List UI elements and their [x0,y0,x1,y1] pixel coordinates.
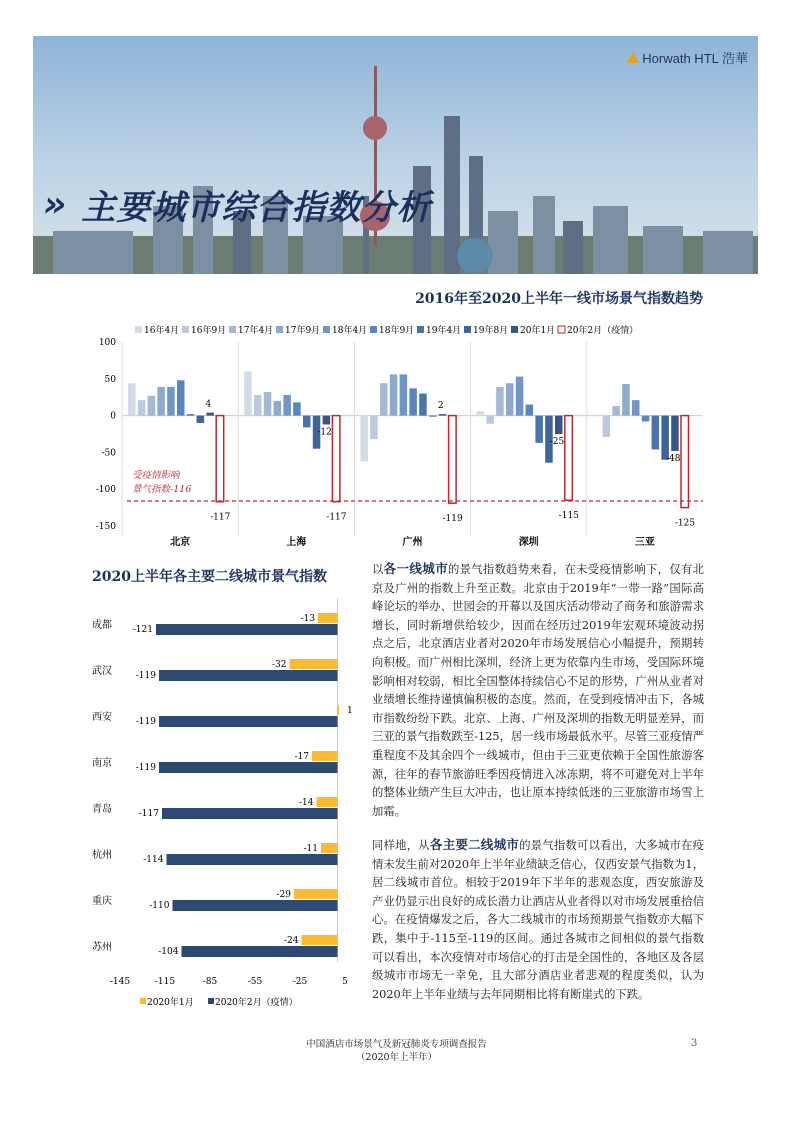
bar [593,415,601,416]
city-label: 重庆 [92,896,112,907]
logo-text: Horwath HTL 浩華 [642,51,748,66]
p1-text-b: 的景气指数趋势来看，在未受疫情影响下，仅有北京及广州的指数上升至正数。北京由于2019年“一带一路”国际高峰论坛的举办、世园会的开幕以及国庆活动带动了商务和旅游需求增长，同时新增供给较少，因而在经历过2019年宏观环境波动拐点之后，北京酒店业者对2020年市场发展信心小幅提升，预期转向积极。而广州相比深圳，经济上更为依靠内生市场，受国际环境影响相对较弱，相比全国整体持续信心不足的形势，广州从业者对业绩增长维持谨慎偏积极的态度。然而，在受到疫情冲击下，各城市指数纷纷下跌。北京、上海、广州及深圳的指数无明显差异，而三亚的景气指数跌至-125，居一线市场最低水平。尽管三亚疫情严重程度不及其余四个一线城市，但由于三亚更依赖于全国性旅游客源，往年的春节旅游旺季因疫情进入冰冻期，将不可避免对上半年的整体业绩产生巨大冲击，也让原本持续低迷的三亚旅游市场雪上加霜。 [372,563,704,818]
bar [167,854,338,865]
bar [516,377,524,416]
bar [321,843,338,853]
bar [303,416,311,428]
y-tick-label: 100 [98,338,116,348]
bar [612,406,620,416]
bar [128,383,136,415]
bar [681,416,689,508]
p2-text-b: 的景气指数可以看出，大多城市在疫情未发生前对2020年上半年业绩缺乏信心，仅西安景气指数为1，居二线城市首位。相较于2019年下半年的悲观态度，西安旅游及产业仍显示出良好的成长潜力让酒店从业者得以对市场发展重拾信心。在疫情爆发之后，各大二线城市的市场预期景气指数亦大幅下跌，集中于-115至-119的区间。通过各城市之间相似的景气指数可以看出，本次疫情对市场信心的打击是全国性的，各地区及各层级城市市场无一幸免，且大部分酒店业者悲观的程度类似，认为2020年上半年业绩与去年同期相比将有断崖式的下跌。 [372,839,704,1001]
x-tick-label: 5 [342,977,348,987]
legend-label: 17年4月 [238,326,274,336]
bar [318,613,338,623]
data-label: -119 [135,763,156,773]
footer-title: 中国酒店市场景气及新冠肺炎专项调查报告 [306,1039,487,1050]
data-label: -119 [442,514,463,525]
bar [216,416,224,502]
bar [380,383,388,415]
bar [632,400,640,415]
x-tick-label: -55 [247,977,263,987]
bar [439,414,447,415]
legend-swatch [370,326,377,333]
bar [302,935,338,945]
y-tick-label: -150 [95,522,116,532]
legend-swatch [511,326,518,333]
data-label: -13 [300,614,315,624]
bar [332,416,340,502]
double-chevron-icon: » [43,184,68,225]
bar [526,405,534,416]
data-label: 2 [437,401,444,412]
bar [477,411,485,415]
data-label: -11 [303,844,318,854]
legend-label: 19年4月 [426,326,462,336]
data-label: -119 [135,717,156,727]
legend-label: 19年8月 [473,326,509,336]
bar [419,394,427,416]
data-label: -14 [299,798,314,808]
bar [486,416,494,424]
data-label: -12 [317,427,332,438]
bar [338,705,340,715]
legend-label: 16年9月 [191,326,227,336]
legend-swatch [323,326,330,333]
data-label: -25 [549,437,565,447]
bar [400,374,408,415]
bar [506,383,514,415]
y-tick-label: 0 [110,411,116,422]
chart1-title: 2016年至2020上半年一线市场景气指数趋势 [415,291,703,307]
bar [156,624,338,635]
category-label: 北京 [170,537,191,548]
p2-text-a: 同样地，从 [372,839,430,852]
data-label: -117 [210,512,231,523]
bar [159,762,338,773]
page-number: 3 [691,1038,698,1049]
legend-label: 16年4月 [144,326,180,336]
page-title [43,180,431,229]
bar [449,416,457,504]
bar [173,900,338,911]
y-tick-label: 50 [104,374,116,385]
data-label: 4 [205,399,212,410]
bar [603,416,611,437]
bar [167,387,175,416]
data-label: -17 [294,752,309,762]
bar [535,416,543,443]
header-banner [33,36,758,274]
bar [565,416,573,501]
legend-swatch [182,326,189,333]
data-label: -125 [674,518,696,529]
bar [390,374,398,415]
legend-label: 17年9月 [285,326,321,336]
bar [177,380,185,415]
category-label: 深圳 [518,537,539,548]
bar [138,400,146,415]
legend-label: 2020年2月（疫情） [215,998,298,1008]
bar [157,387,165,416]
x-tick-label: -145 [109,977,131,987]
city-label: 成都 [92,620,112,631]
y-tick-label: -100 [95,485,116,496]
data-label: -117 [326,512,347,523]
bar [274,401,282,416]
data-label: -115 [558,511,579,522]
bar [671,416,679,451]
bar [496,387,504,416]
data-label: -110 [149,901,170,911]
bar [290,659,338,669]
bar [294,889,338,899]
city-label: 武汉 [92,666,112,677]
bar [429,416,437,417]
city-label: 西安 [92,712,112,723]
bar [159,716,338,727]
data-label: -121 [132,625,153,635]
bar [323,416,331,425]
x-tick-label: -115 [154,977,176,987]
bar [264,392,272,416]
data-label: -32 [272,660,287,670]
data-label: -24 [284,936,299,946]
data-label: -48 [665,453,681,464]
bar [159,670,338,681]
horwath-logo [627,48,748,67]
legend-label: 2020年1月 [147,998,194,1008]
data-label: -104 [158,947,179,957]
bar [293,402,301,415]
legend-swatch [208,998,214,1004]
page-title-text: 主要城市综合指数分析 [81,188,432,228]
chart2-title: 2020上半年各主要二线城市景气指数 [92,569,327,585]
footer [0,1038,793,1064]
tier1-index-chart [0,315,793,555]
paragraph-tier1 [372,560,704,821]
category-label: 三亚 [634,537,655,548]
footer-subtitle: （2020年上半年） [355,1052,438,1063]
bar [162,808,338,819]
legend-swatch [229,326,236,333]
bar [642,416,650,422]
legend-swatch [464,326,471,333]
data-label: 1 [347,706,353,716]
bar [254,395,262,416]
bar [622,384,630,416]
city-label: 青岛 [92,804,112,815]
city-label: 苏州 [92,942,112,953]
tier2-index-chart [0,590,370,1020]
x-tick-label: -85 [202,977,218,987]
bar [148,396,156,416]
bar [409,388,417,415]
bar [244,371,252,415]
data-label: -114 [143,855,164,865]
p2-highlight: 各主要二线城市 [429,837,520,852]
reference-label: 受疫情影响 [132,470,180,482]
legend-label: 18年9月 [379,326,415,336]
bar [360,416,368,462]
bar [206,413,214,416]
p1-text-a: 以 [372,563,384,576]
y-tick-label: -50 [101,448,116,459]
bar [312,751,338,761]
data-label: -119 [135,671,156,681]
bar [652,416,660,450]
legend-swatch [140,998,146,1004]
legend-swatch [276,326,283,333]
p1-highlight: 各一线城市 [383,561,448,576]
city-label: 南京 [92,758,112,769]
x-tick-label: -25 [292,977,308,987]
legend-label: 18年4月 [332,326,368,336]
bar [555,416,563,434]
data-label: -117 [138,809,159,819]
paragraph-tier2 [372,836,704,1004]
bar [283,395,291,416]
legend-swatch [417,326,424,333]
legend-label: 20年2月（疫情） [567,326,639,336]
legend-swatch [558,326,565,333]
bar [317,797,338,807]
legend-swatch [135,326,142,333]
legend-label: 20年1月 [520,326,556,336]
bar [197,416,205,423]
skyline-image [33,36,758,274]
logo-triangle-icon [627,52,639,63]
category-label: 上海 [286,537,307,548]
data-label: -29 [276,890,291,900]
bar [182,946,338,957]
category-label: 广州 [402,537,423,548]
bar [370,416,378,440]
reference-label: 景气指数-116 [132,484,192,496]
bar [187,414,195,415]
city-label: 杭州 [92,850,112,861]
